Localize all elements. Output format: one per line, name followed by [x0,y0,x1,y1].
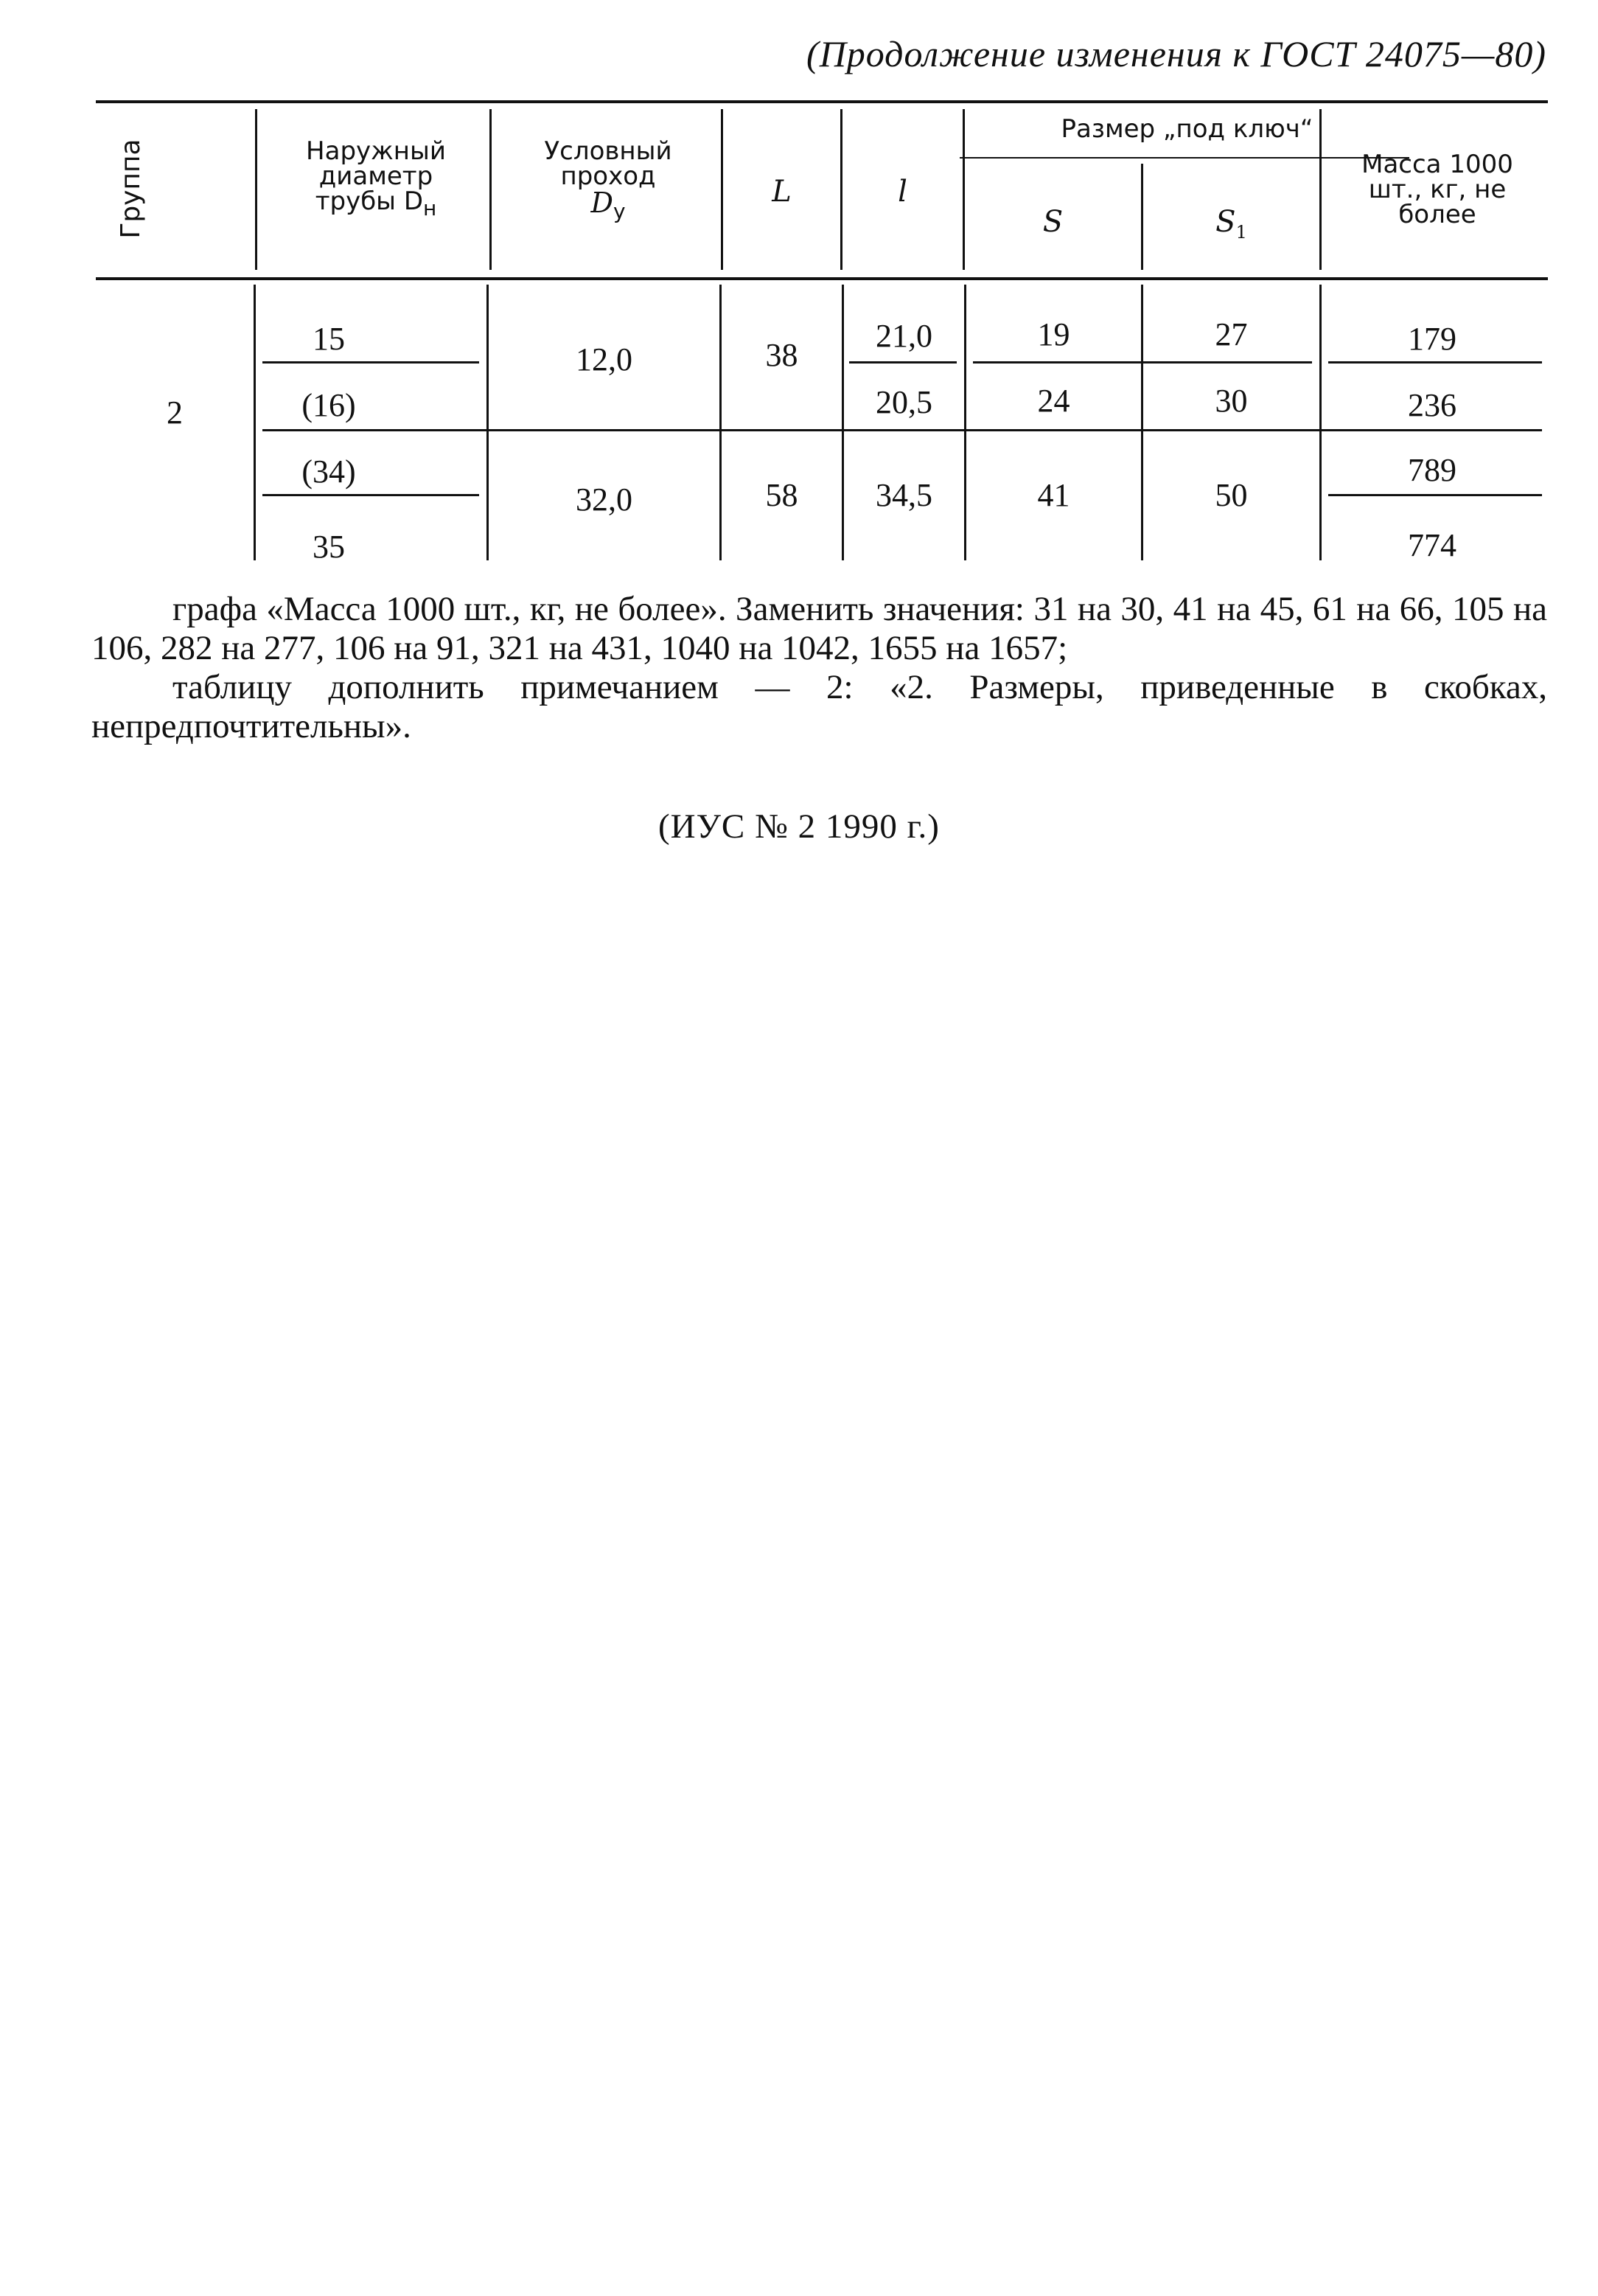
S-cell: 19 [1037,316,1070,352]
outer-diameter-cell: (34) [301,453,356,490]
group-value: 2 [167,394,183,431]
header-outer-diameter-label: Наружный диаметр трубы D [306,136,446,216]
body-divider [254,285,256,560]
dimensions-table [96,100,1548,568]
mass-cell: 774 [1408,527,1456,563]
L-cell: 38 [765,337,798,373]
S1-cell: 50 [1215,477,1248,513]
row-rule [849,361,957,363]
header-L: L [772,175,792,209]
header-S1 [1143,207,1319,241]
header-outer-diameter [287,136,464,220]
header-wrench-size: Размер „под ключ“ [1061,114,1313,144]
L-cell: 58 [765,477,798,513]
body-divider [719,285,722,560]
header-S1-sub: 1 [1235,222,1247,243]
header-note: (Продолжение изменения к ГОСТ 24075—80) [806,33,1546,74]
paragraph-note: таблицу дополнить примечанием — 2: «2. Размеры, приведенные в скобках, непредпочтительны». [91,668,1547,745]
outer-diameter-cell: (16) [301,387,356,423]
paragraph-mass-values: графа «Масса 1000 шт., кг, не более». Заменить значения: 31 на 30, 41 на 45, 61 на 66, 105 на 106, 282 на 277, 106 на 91, 321 на 431, 1040 на 1042, 1655 на 1657; [91,590,1547,667]
S-cell: 41 [1037,477,1070,513]
outer-diameter-cell: 15 [313,321,345,357]
row-rule [1328,361,1542,363]
outer-diameter-cell: 35 [313,529,345,565]
S-cell: 24 [1037,383,1070,419]
l-cell: 34,5 [876,477,932,513]
row-rule [262,494,479,496]
amendment-text [91,590,1547,746]
body-divider [486,285,489,560]
header-divider [255,109,257,270]
l-cell: 21,0 [876,318,932,354]
mass-cell: 789 [1408,452,1456,488]
nominal-bore-cell: 12,0 [576,341,632,378]
S1-cell: 30 [1215,383,1248,419]
header-divider [489,109,492,270]
header-nominal-bore-label: Условный проход [544,136,672,191]
mass-cell: 179 [1408,321,1456,357]
table-top-rule [96,100,1548,103]
row-rule [262,361,479,363]
S1-cell: 27 [1215,316,1248,352]
header-mass: Масса 1000 шт., кг, не более [1361,150,1513,229]
l-cell: 20,5 [876,384,932,420]
mass-cell: 236 [1408,387,1456,423]
row-rule [1328,494,1542,496]
row-rule [262,429,1542,431]
header-l: l [898,175,907,209]
header-outer-diameter-sub: н [423,195,437,220]
publication-reference: (ИУС № 2 1990 г.) [658,807,940,846]
header-S: S [1042,205,1064,239]
header-S1-label: S [1215,205,1236,239]
nominal-bore-cell: 32,0 [576,481,632,518]
header-nominal-bore [516,136,700,223]
header-nominal-bore-sub: у [613,198,626,223]
table-header-rule [96,277,1548,280]
header-nominal-bore-symbol: D [590,187,613,219]
header-group: Группа [116,139,146,239]
row-rule [973,361,1312,363]
